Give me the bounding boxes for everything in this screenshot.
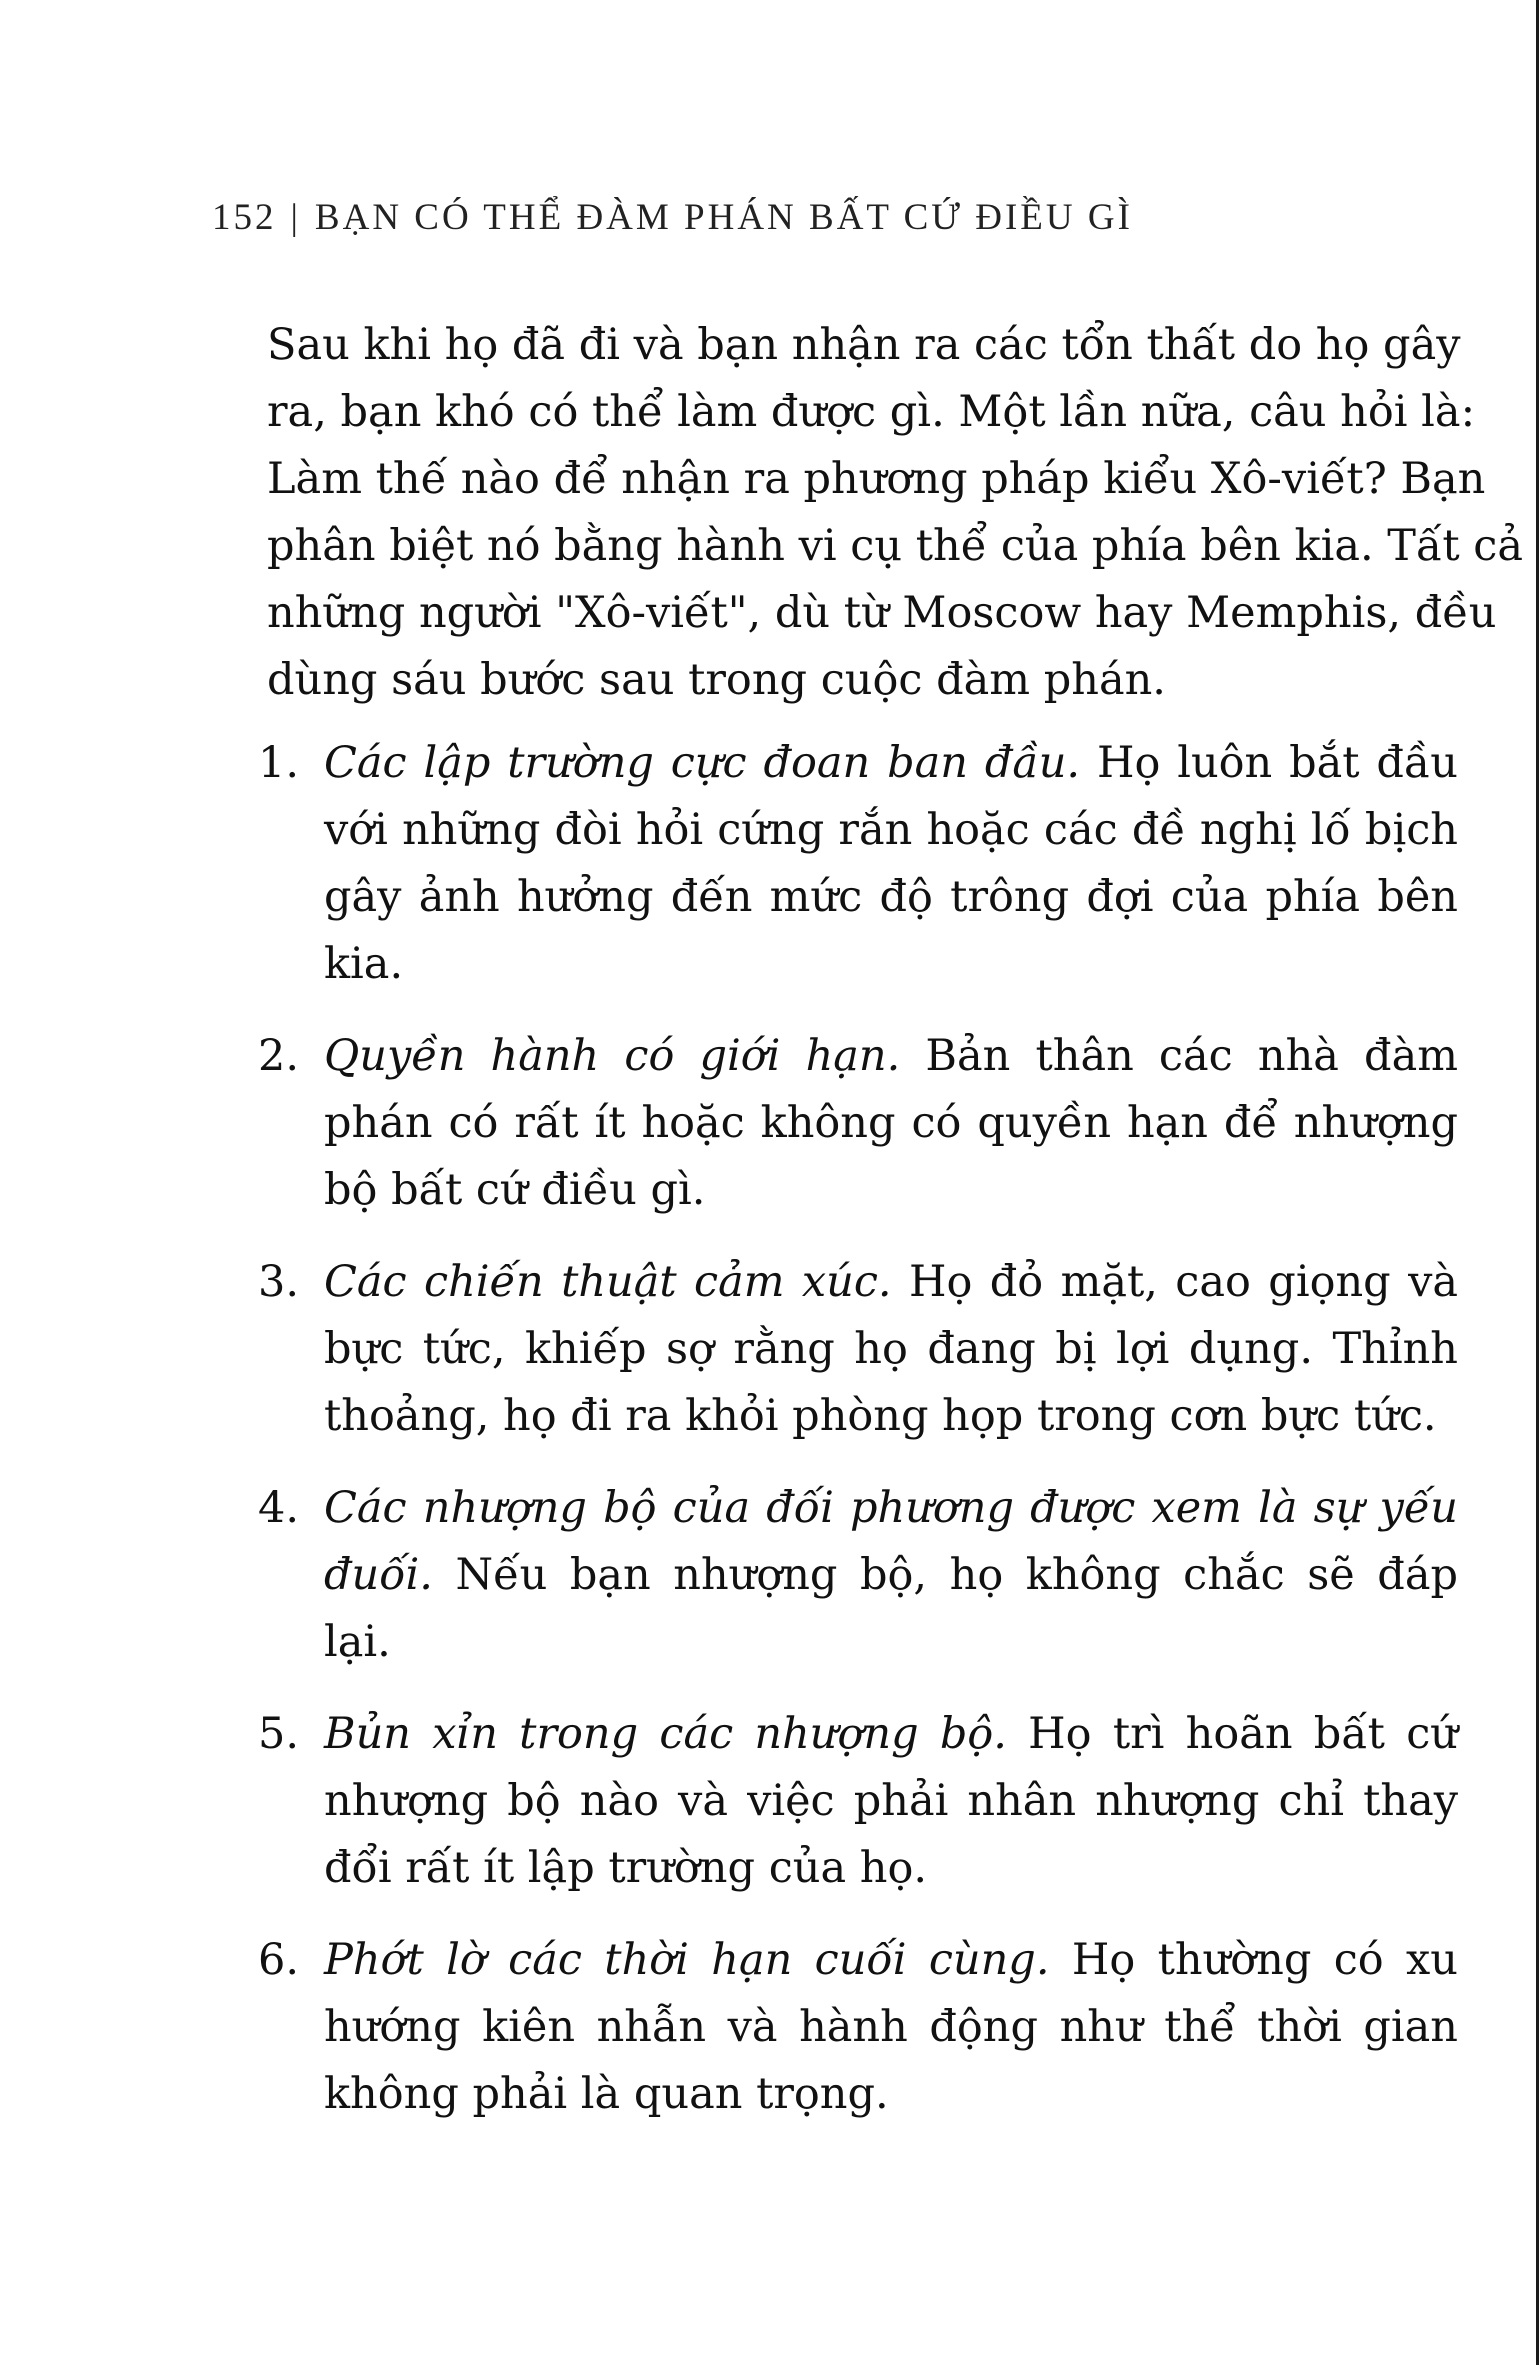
list-number: 2. [258,1031,300,1081]
intro-line: phân biệt nó bằng hành vi cụ thể của phía bên kia. Tất cả [267,521,1524,571]
list-item [258,730,1458,998]
list-item-text [324,1249,1458,1450]
list-term: Các lập trường cực đoan ban đầu. [324,738,1081,788]
list-item [258,1249,1458,1450]
list-item-text [324,730,1458,998]
list-item [258,1927,1458,2128]
intro-line: ra, bạn khó có thể làm được gì. Một lần nữa, câu hỏi là: [267,387,1476,437]
list-term: Quyền hành có giới hạn. [324,1031,901,1081]
tactics-list [258,730,1458,2153]
intro-line: Sau khi họ đã đi và bạn nhận ra các tổn thất do họ gây [267,320,1461,370]
list-description: Nếu bạn nhượng bộ, họ không chắc sẽ đáp lại. [324,1550,1458,1667]
list-item [258,1475,1458,1676]
intro-paragraph [207,312,1524,714]
running-header [212,196,1133,239]
list-term: Các chiến thuật cảm xúc. [324,1257,892,1307]
intro-line: những người "Xô-viết", dù từ Moscow hay Memphis, đều [267,588,1497,638]
list-description: Họ luôn bắt đầu với những đòi hỏi cứng rắn hoặc các đề nghị lố bịch gây ảnh hưởng đến mức độ trông đợi của phía bên kia. [324,738,1458,989]
list-item-text [324,1023,1458,1224]
list-description: Họ thường có xu hướng kiên nhẫn và hành động như thể thời gian không phải là quan trọng. [324,1935,1458,2119]
list-description: Họ đỏ mặt, cao giọng và bực tức, khiếp sợ rằng họ đang bị lợi dụng. Thỉnh thoảng, họ đi ra khỏi phòng họp trong cơn bực tức. [324,1257,1458,1441]
list-number: 6. [258,1935,300,1985]
list-item [258,1023,1458,1224]
list-number: 4. [258,1483,300,1533]
list-number: 3. [258,1257,300,1307]
list-item-text [324,1475,1458,1676]
list-number: 5. [258,1709,300,1759]
list-description: Bản thân các nhà đàm phán có rất ít hoặc không có quyền hạn để nhượng bộ bất cứ điều gì. [324,1031,1458,1215]
list-item [258,1701,1458,1902]
list-term: Bủn xỉn trong các nhượng bộ. [324,1709,1007,1759]
book-title: BẠN CÓ THỂ ĐÀM PHÁN BẤT CỨ ĐIỀU GÌ [314,197,1133,238]
list-number: 1. [258,738,300,788]
intro-line: Làm thế nào để nhận ra phương pháp kiểu Xô-viết? Bạn [267,454,1486,504]
list-item-text [324,1927,1458,2128]
page-number: 152 [212,197,277,238]
list-description: Họ trì hoãn bất cứ nhượng bộ nào và việc phải nhân nhượng chỉ thay đổi rất ít lập trường của họ. [324,1709,1458,1893]
header-separator: | [290,197,301,238]
intro-line: dùng sáu bước sau trong cuộc đàm phán. [267,655,1166,705]
list-item-text [324,1701,1458,1902]
list-term: Phớt lờ các thời hạn cuối cùng. [324,1935,1050,1985]
list-term: Các nhượng bộ của đối phương được xem là sự yếu đuối. [324,1483,1458,1600]
